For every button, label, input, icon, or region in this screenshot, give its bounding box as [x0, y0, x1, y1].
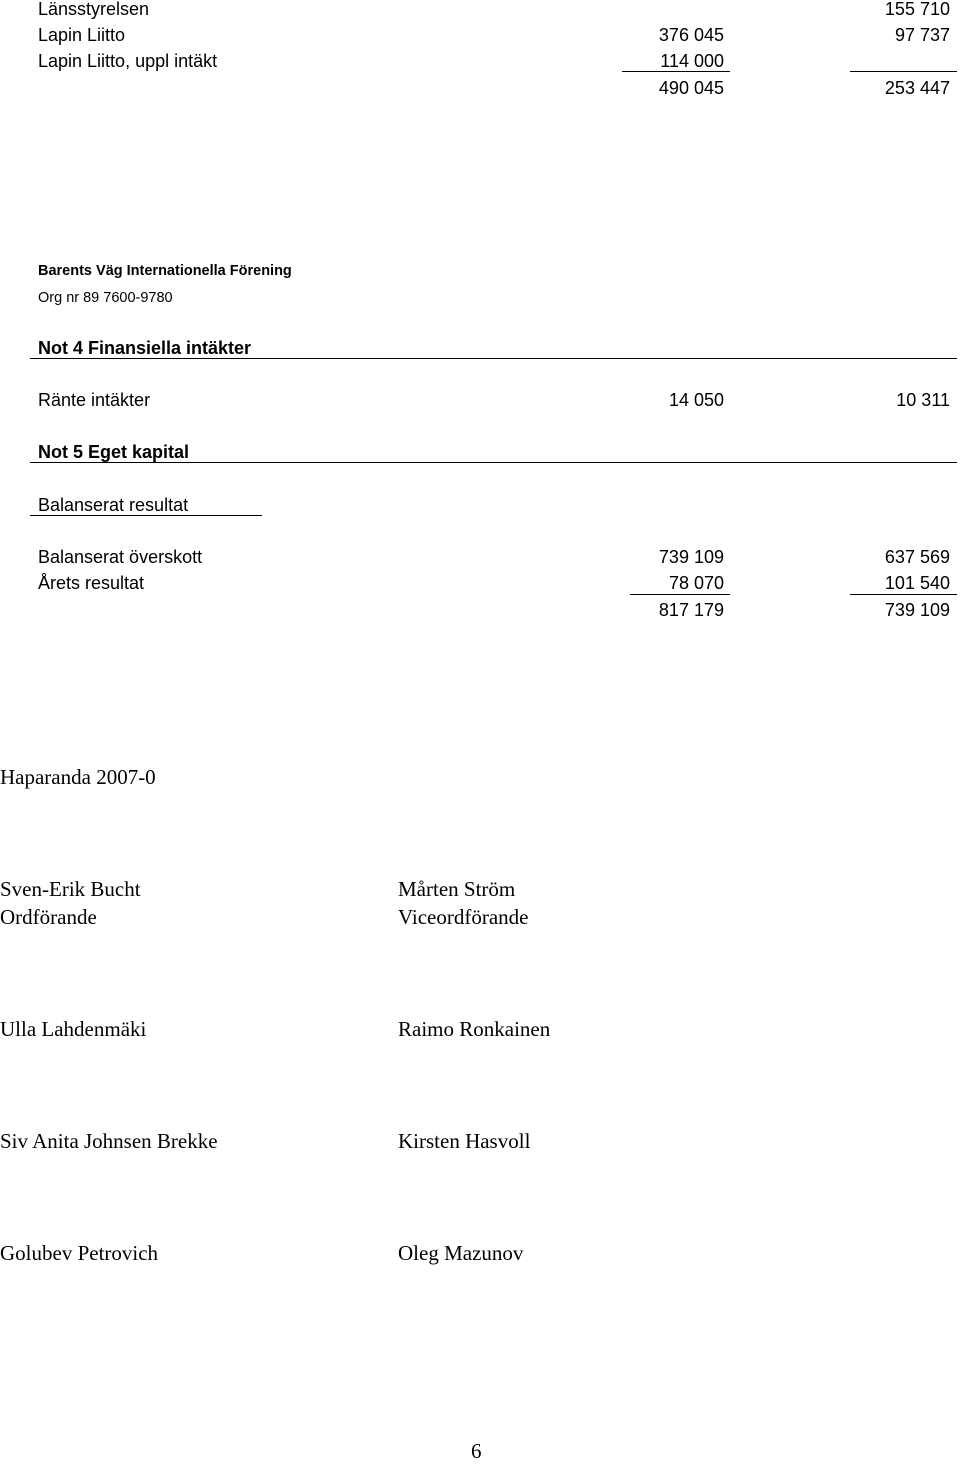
- note5-subheading: Balanserat resultat: [38, 495, 189, 515]
- row-value-previous: 637 569: [884, 547, 950, 567]
- row-value-current: 155 710: [884, 0, 950, 19]
- organization-number: Org nr 89 7600-9780: [38, 290, 173, 306]
- signatory-name: Siv Anita Johnsen Brekke: [0, 1129, 218, 1153]
- place-date: Haparanda 2007-0: [0, 765, 156, 789]
- signatory-name: Sven-Erik Bucht: [0, 877, 141, 901]
- subtotal-rule: [850, 71, 957, 72]
- row-value-current: 78 070: [668, 573, 724, 593]
- row-label: Lapin Liitto, uppl intäkt: [38, 51, 218, 71]
- row-label: Årets resultat: [38, 573, 145, 593]
- note4-heading: Not 4 Finansiella intäkter: [38, 338, 252, 358]
- note5-subheading-rule: [30, 515, 262, 516]
- row-label: Ränte intäkter: [38, 390, 151, 410]
- row-label: Lapin Liitto: [38, 25, 126, 45]
- subtotal-rule: [850, 594, 957, 595]
- total-value-current: 490 045: [658, 78, 724, 98]
- signatory-title: Ordförande: [0, 905, 97, 929]
- note4-heading-rule: [30, 358, 957, 359]
- note5-heading-rule: [30, 462, 957, 463]
- signatory-name: Kirsten Hasvoll: [398, 1129, 531, 1153]
- row-value-previous: 97 737: [894, 25, 950, 45]
- signatory-name: Mårten Ström: [398, 877, 516, 901]
- row-label: Balanserat överskott: [38, 547, 203, 567]
- total-value-previous: 739 109: [884, 600, 950, 620]
- signatory-name: Raimo Ronkainen: [398, 1017, 551, 1041]
- signatory-title: Viceordförande: [398, 905, 529, 929]
- row-value-previous: 10 311: [896, 390, 950, 410]
- total-value-previous: 253 447: [884, 78, 950, 98]
- row-value-current: 14 050: [668, 390, 724, 410]
- signatory-name: Ulla Lahdenmäki: [0, 1017, 147, 1041]
- signatory-name: Golubev Petrovich: [0, 1241, 159, 1265]
- row-value-previous: 101 540: [884, 573, 950, 593]
- page-number: 6: [471, 1439, 482, 1463]
- total-value-current: 817 179: [658, 600, 724, 620]
- subtotal-rule: [630, 594, 730, 595]
- row-value-current: 114 000: [660, 51, 724, 71]
- row-value-current: 739 109: [658, 547, 724, 567]
- note5-heading: Not 5 Eget kapital: [38, 442, 190, 462]
- row-value-current: 376 045: [658, 25, 724, 45]
- subtotal-rule: [622, 71, 730, 72]
- organization-name: Barents Väg Internationella Förening: [38, 263, 292, 279]
- row-label: Länsstyrelsen: [38, 0, 150, 19]
- signatory-name: Oleg Mazunov: [398, 1241, 524, 1265]
